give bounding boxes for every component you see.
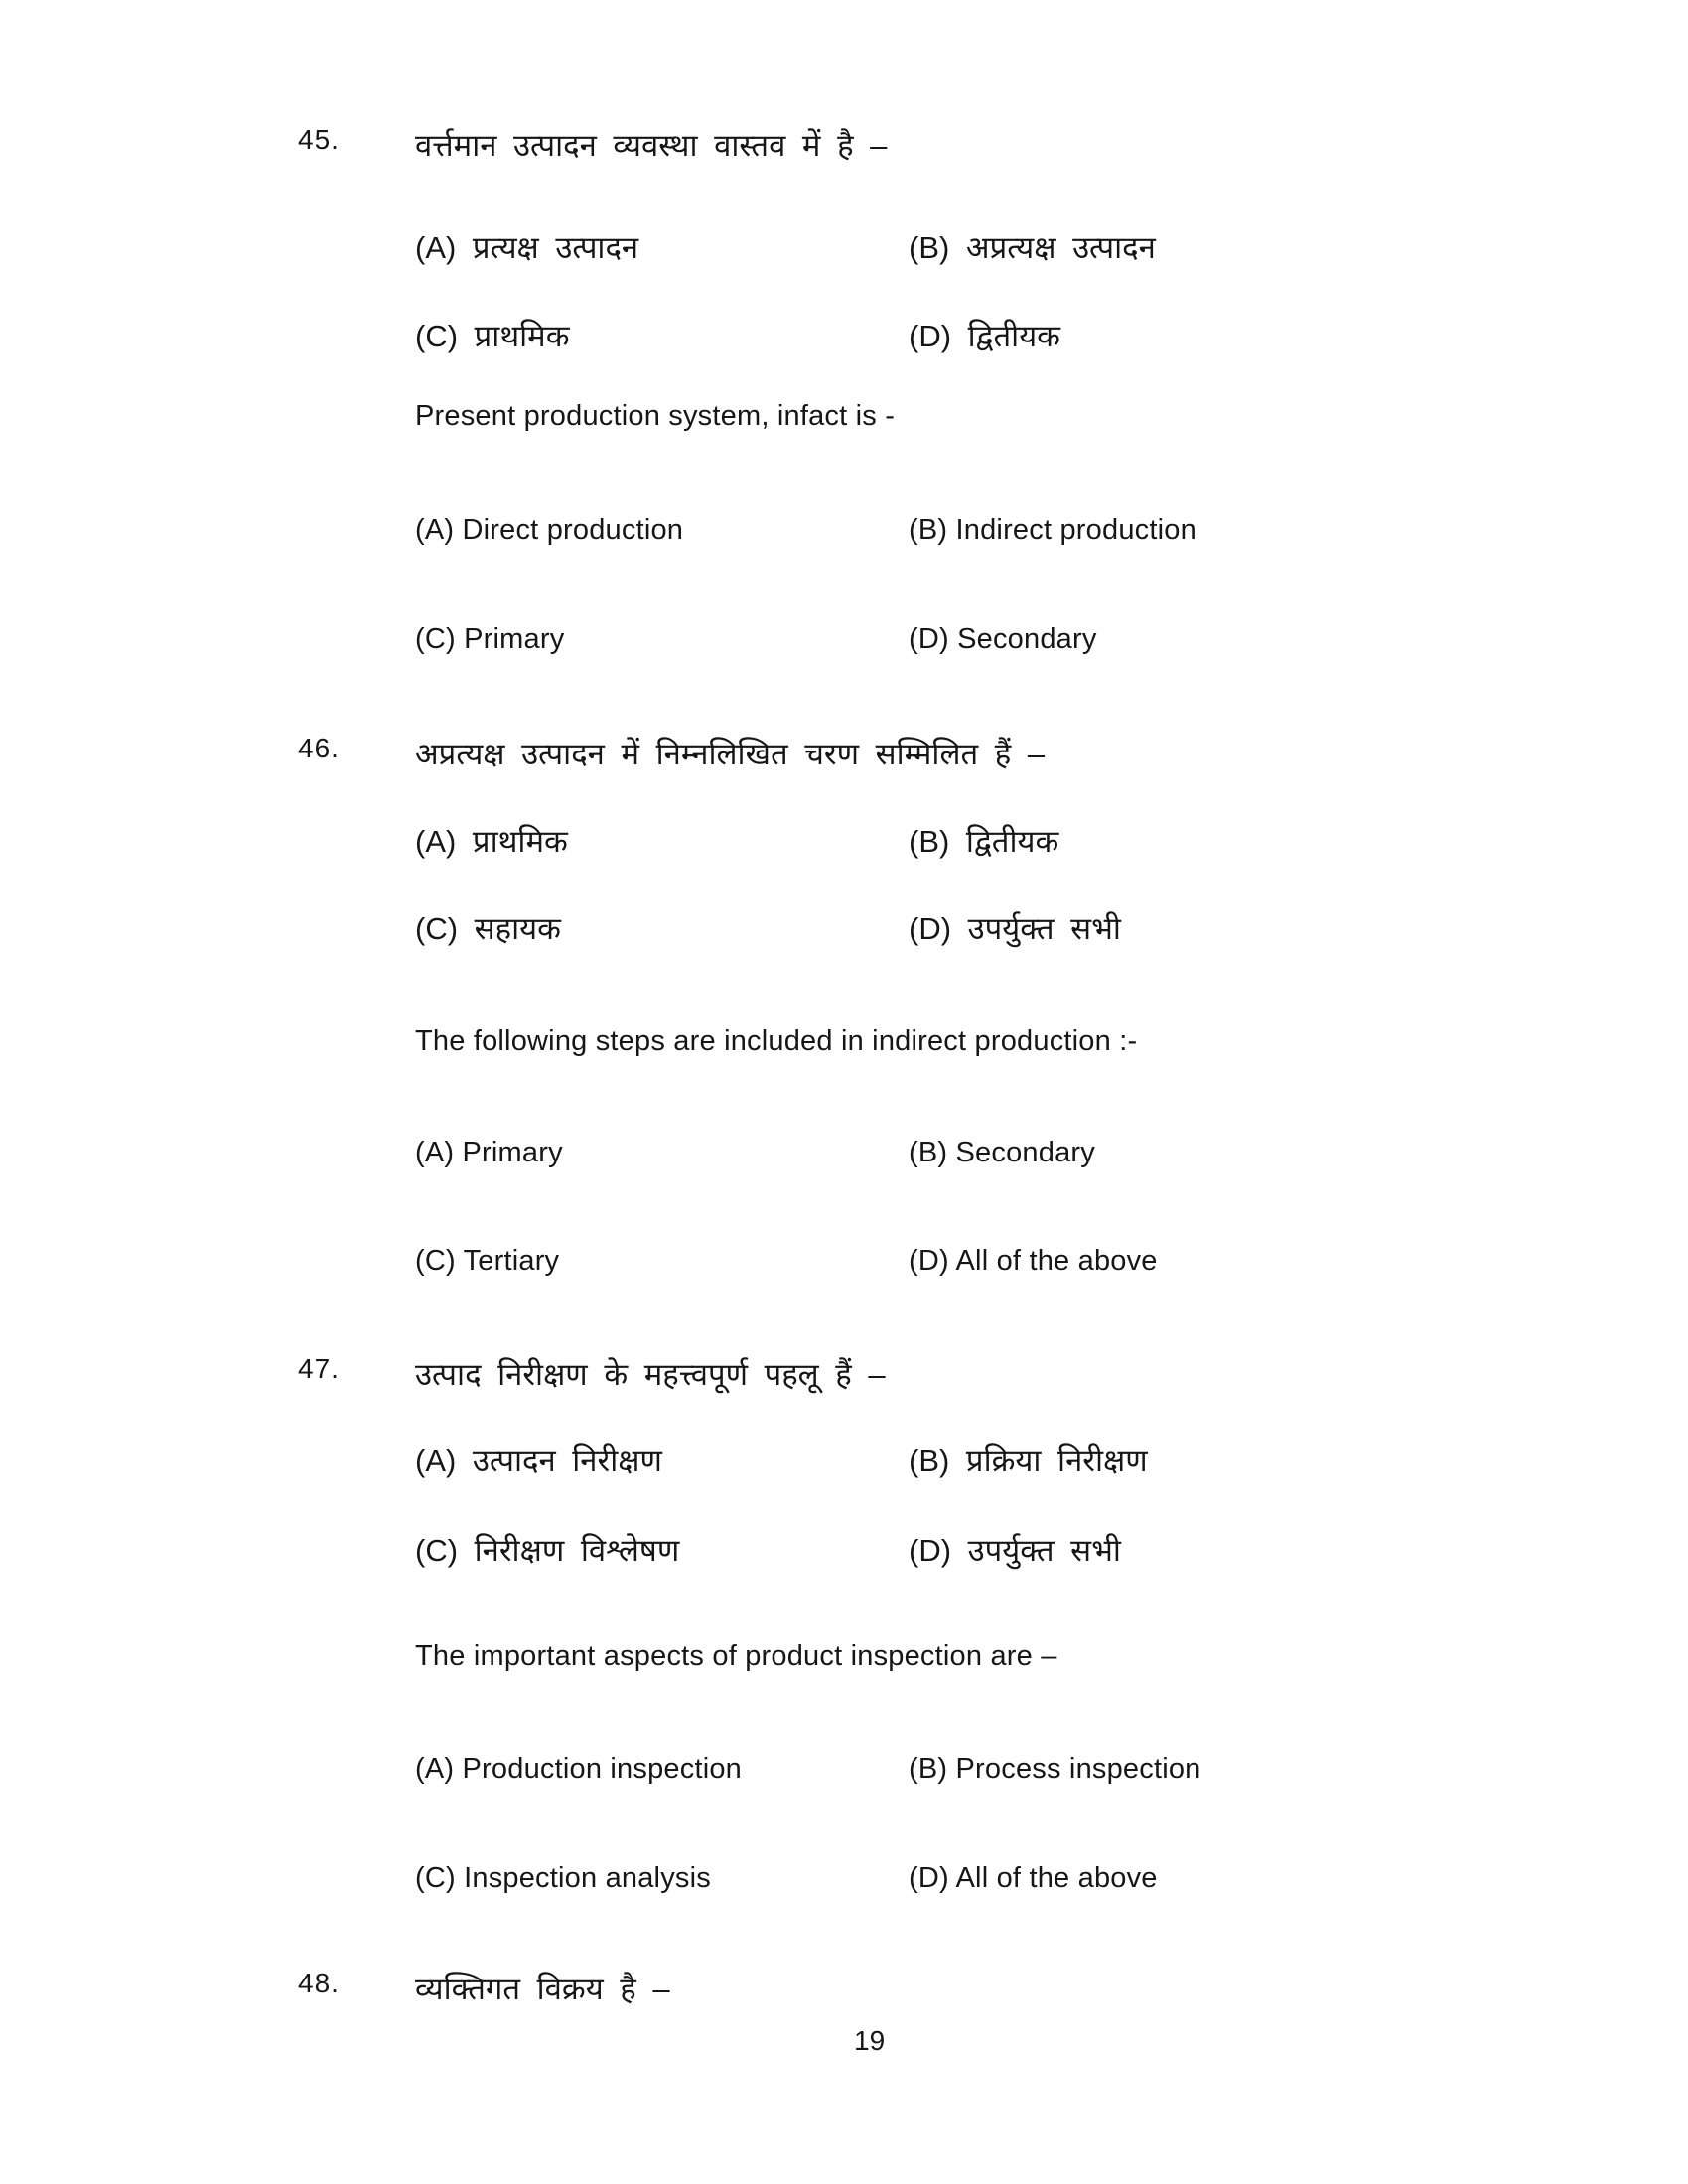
option-hindi: (D) द्वितीयक <box>909 319 1060 353</box>
option-english: (B) Indirect production <box>909 514 1196 546</box>
question-47-hindi-options-row-1 <box>0 1439 1688 1491</box>
option-english: (C) Primary <box>415 623 565 655</box>
question-text-english: The important aspects of product inspection are – <box>415 1640 1057 1672</box>
question-45-english-line <box>0 400 1688 452</box>
question-46-hindi-options-row-1 <box>0 820 1688 872</box>
option-english: (C) Tertiary <box>415 1245 560 1277</box>
option-english: (A) Primary <box>415 1137 563 1168</box>
option-hindi: (B) अप्रत्यक्ष उत्पादन <box>909 230 1156 265</box>
question-46-english-line <box>0 1025 1688 1077</box>
question-47-english-options-row-2 <box>0 1862 1688 1914</box>
question-47-hindi-options-row-2 <box>0 1529 1688 1580</box>
option-hindi: (C) निरीक्षण विश्लेषण <box>415 1533 680 1568</box>
option-english: (A) Direct production <box>415 514 684 546</box>
option-english: (A) Production inspection <box>415 1753 742 1785</box>
option-hindi: (A) प्राथमिक <box>415 824 568 859</box>
question-text-english: Present production system, infact is - <box>415 400 896 432</box>
question-45-hindi-line <box>0 124 1688 176</box>
question-number: 46. <box>298 733 340 763</box>
question-45-hindi-options-row-1 <box>0 226 1688 278</box>
question-text-hindi: वर्त्तमान उत्पादन व्यवस्था वास्तव में है – <box>415 128 888 163</box>
question-47-english-options-row-1 <box>0 1753 1688 1805</box>
question-text-hindi: व्यक्तिगत विक्रय है – <box>415 1972 670 2006</box>
question-text-hindi: अप्रत्यक्ष उत्पादन में निम्नलिखित चरण सम्मिलित हैं – <box>415 737 1046 771</box>
question-text-hindi: उत्पाद निरीक्षण के महत्त्वपूर्ण पहलू हैं – <box>415 1357 886 1392</box>
question-46-hindi-line <box>0 733 1688 784</box>
option-hindi: (D) उपर्युक्त सभी <box>909 911 1121 946</box>
option-english: (C) Inspection analysis <box>415 1862 711 1894</box>
question-46-english-options-row-2 <box>0 1245 1688 1297</box>
option-hindi: (C) प्राथमिक <box>415 319 570 353</box>
option-english: (B) Secondary <box>909 1137 1095 1168</box>
question-46-hindi-options-row-2 <box>0 907 1688 959</box>
question-46-english-options-row-1 <box>0 1137 1688 1188</box>
option-english: (D) All of the above <box>909 1862 1158 1894</box>
option-english: (D) Secondary <box>909 623 1097 655</box>
question-text-english: The following steps are included in indirect production :- <box>415 1025 1138 1057</box>
question-48-hindi-line <box>0 1968 1688 2019</box>
option-hindi: (B) प्रक्रिया निरीक्षण <box>909 1443 1148 1478</box>
question-47-hindi-line <box>0 1353 1688 1405</box>
question-45-english-options-row-1 <box>0 514 1688 566</box>
option-hindi: (B) द्वितीयक <box>909 824 1059 859</box>
option-hindi: (D) उपर्युक्त सभी <box>909 1533 1121 1568</box>
question-number: 48. <box>298 1968 340 1998</box>
page-number: 19 <box>854 2025 886 2056</box>
question-number: 45. <box>298 124 340 155</box>
question-47-english-line <box>0 1640 1688 1692</box>
question-45-hindi-options-row-2 <box>0 315 1688 366</box>
question-number: 47. <box>298 1353 340 1384</box>
question-45-english-options-row-2 <box>0 623 1688 675</box>
option-hindi: (C) सहायक <box>415 911 561 946</box>
option-hindi: (A) प्रत्यक्ष उत्पादन <box>415 230 639 265</box>
option-english: (B) Process inspection <box>909 1753 1201 1785</box>
option-hindi: (A) उत्पादन निरीक्षण <box>415 1443 662 1478</box>
option-english: (D) All of the above <box>909 1245 1158 1277</box>
